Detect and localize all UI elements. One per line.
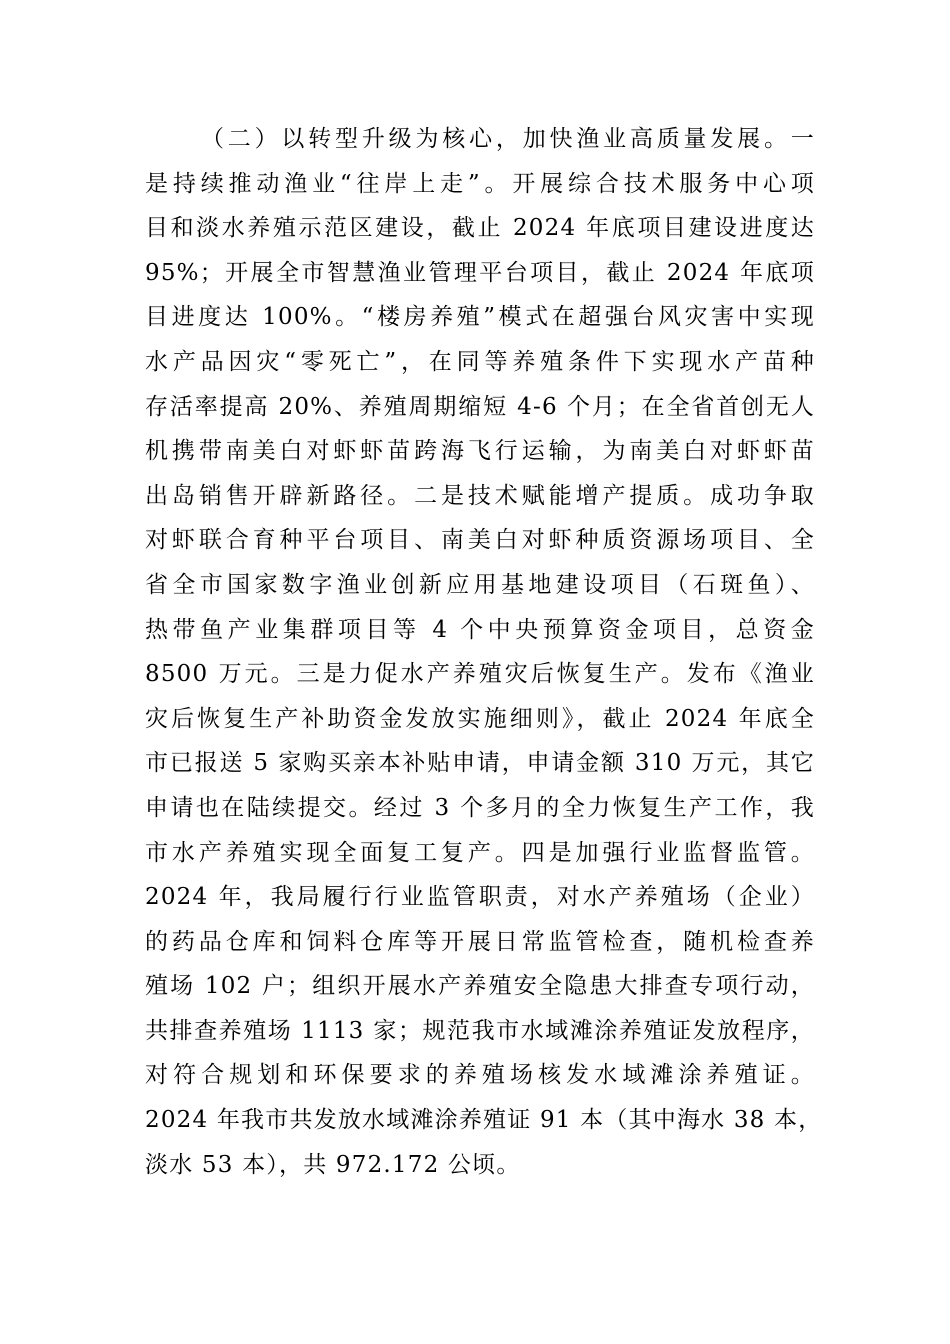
paragraph-line-1: （二）以转型升级为核心，加快渔业高质量发展。一 — [201, 126, 815, 152]
paragraph-line-9: 出岛销售开辟新路径。二是技术赋能增产提质。成功争取 — [145, 482, 815, 509]
paragraph-line-22: 对符合规划和环保要求的养殖场核发水域滩涂养殖证。 — [145, 1062, 815, 1089]
paragraph-line-2: 是持续推动渔业“往岸上走”。开展综合技术服务中心项 — [145, 170, 815, 197]
paragraph-line-23: 2024 年我市共发放水域滩涂养殖证 91 本（其中海水 38 本， — [145, 1107, 823, 1134]
paragraph-line-10: 对虾联合育种平台项目、南美白对虾种质资源场项目、全 — [145, 527, 815, 554]
paragraph-line-7: 存活率提高 20%、养殖周期缩短 4-6 个月；在全省首创无人 — [145, 393, 815, 420]
paragraph-line-13: 8500 万元。三是力促水产养殖灾后恢复生产。发布《渔业 — [145, 661, 815, 688]
paragraph-line-16: 申请也在陆续提交。经过 3 个多月的全力恢复生产工作，我 — [145, 794, 815, 821]
paragraph-line-24: 淡水 53 本），共 972.172 公顷。 — [145, 1151, 521, 1178]
paragraph-line-21: 共排查养殖场 1113 家；规范我市水域滩涂养殖证发放程序， — [145, 1017, 815, 1044]
paragraph-line-5: 目进度达 100%。“楼房养殖”模式在超强台风灾害中实现 — [145, 304, 815, 331]
paragraph-line-12: 热带鱼产业集群项目等 4 个中央预算资金项目，总资金 — [145, 616, 815, 643]
paragraph-line-20: 殖场 102 户；组织开展水产养殖安全隐患大排查专项行动， — [145, 973, 815, 1000]
paragraph-line-15: 市已报送 5 家购买亲本补贴申请，申请金额 310 万元，其它 — [145, 750, 815, 777]
paragraph-line-8: 机携带南美白对虾虾苗跨海飞行运输，为南美白对虾虾苗 — [145, 438, 815, 465]
paragraph-line-14: 灾后恢复生产补助资金发放实施细则》，截止 2024 年底全 — [145, 705, 815, 732]
paragraph-line-18: 2024 年，我局履行行业监管职责，对水产养殖场（企业） — [145, 884, 815, 911]
paragraph-line-4: 95%；开展全市智慧渔业管理平台项目，截止 2024 年底项 — [145, 259, 815, 286]
paragraph-line-11: 省全市国家数字渔业创新应用基地建设项目（石斑鱼）、 — [145, 571, 815, 598]
body-paragraph — [145, 117, 823, 1187]
paragraph-line-3: 目和淡水养殖示范区建设，截止 2024 年底项目建设进度达 — [145, 215, 815, 242]
paragraph-line-17: 市水产养殖实现全面复工复产。四是加强行业监督监管。 — [145, 839, 815, 866]
paragraph-line-6: 水产品因灾“零死亡”，在同等养殖条件下实现水产苗种 — [145, 348, 815, 375]
paragraph-line-19: 的药品仓库和饲料仓库等开展日常监管检查，随机检查养 — [145, 928, 815, 955]
